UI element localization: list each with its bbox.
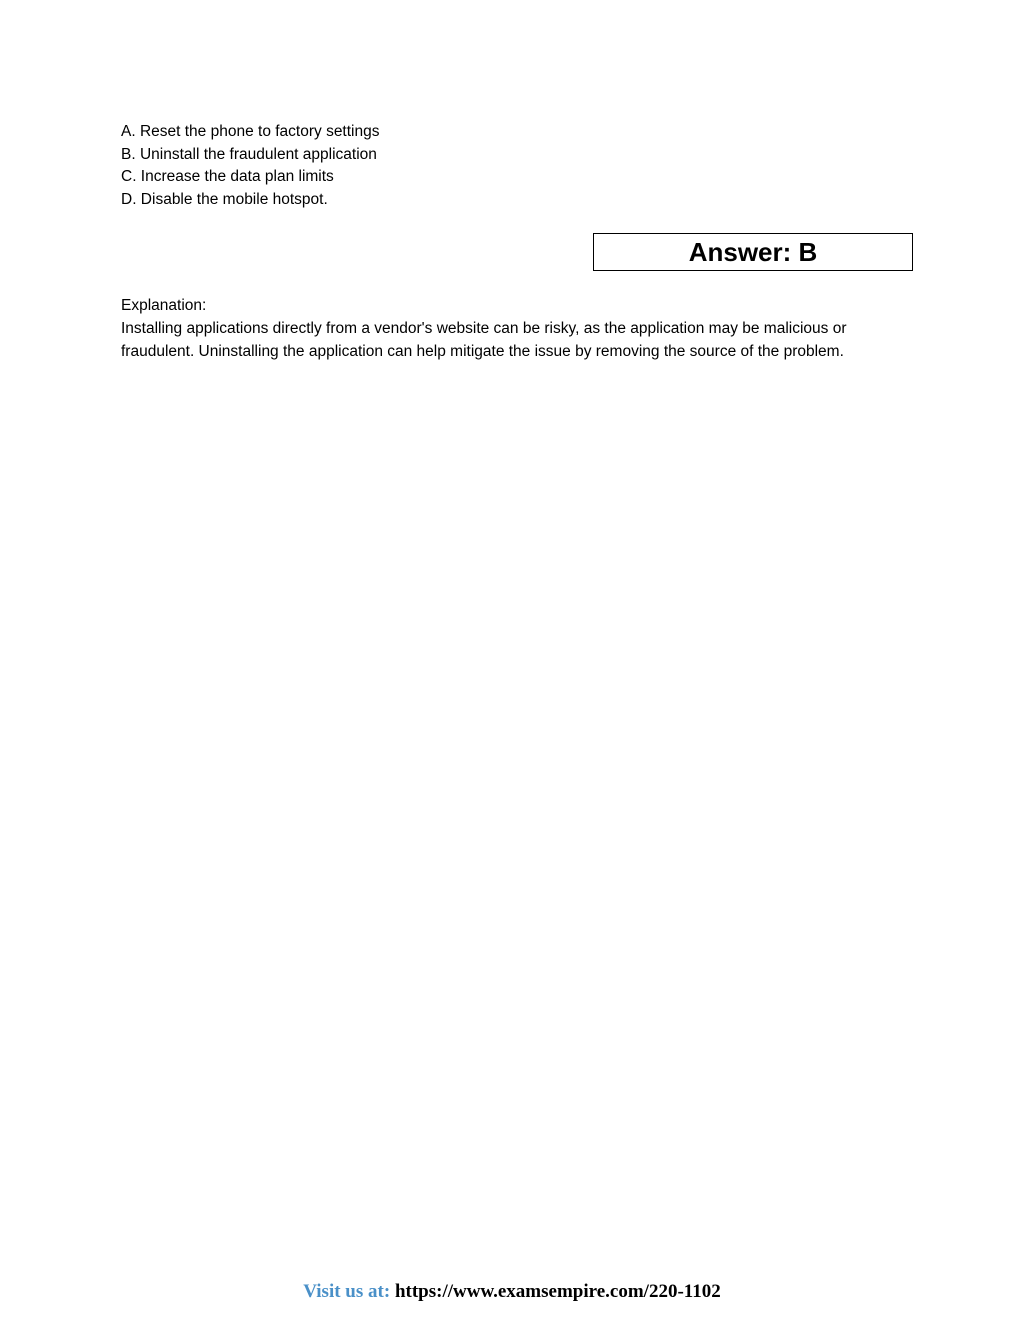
footer-url-link[interactable]: https://www.examsempire.com/220-1102 (394, 1281, 721, 1302)
answer-options-list (121, 121, 379, 211)
option-b: B. Uninstall the fraudulent application (121, 145, 377, 163)
answer-label: Answer: B (688, 237, 818, 267)
explanation-section (121, 294, 911, 363)
explanation-body: Installing applications directly from a vendor's website can be risky, as the application may be malicious or fraudulent. Uninstalling the application can help mitigate the issue by removing the source of the problem. (121, 320, 847, 360)
option-d: D. Disable the mobile hotspot. (121, 190, 328, 208)
footer-label: Visit us at: (303, 1281, 391, 1302)
option-a: A. Reset the phone to factory settings (121, 123, 380, 140)
option-c: C. Increase the data plan limits (121, 168, 334, 185)
explanation-heading: Explanation: (121, 297, 207, 314)
answer-box (593, 233, 913, 271)
footer (0, 1280, 1024, 1304)
